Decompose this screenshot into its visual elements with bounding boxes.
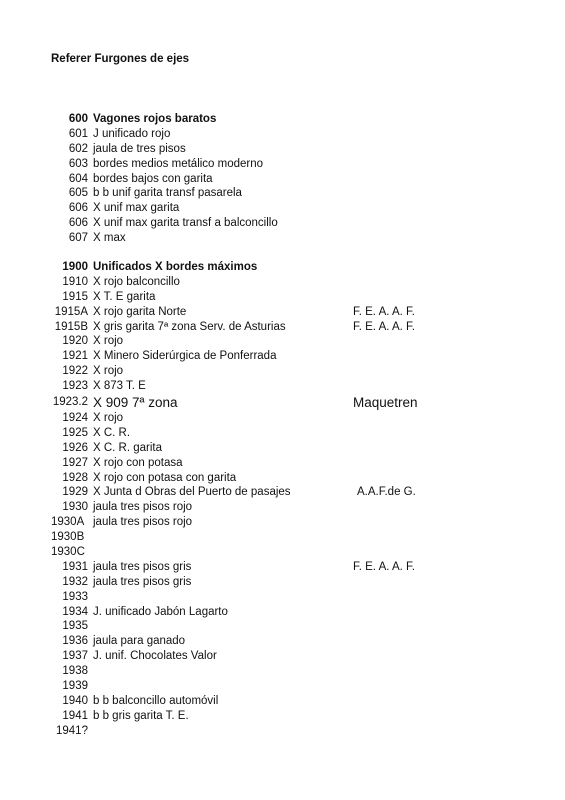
- list-item: [0, 364, 565, 379]
- list-item: [0, 201, 565, 216]
- item-code: 1930A: [51, 516, 85, 529]
- section-heading-code: 600: [68, 113, 88, 125]
- list-item: [0, 694, 565, 709]
- list-item: [0, 275, 565, 290]
- list-item: [0, 471, 565, 486]
- item-code: 603: [68, 157, 88, 170]
- item-code: 1930C: [51, 546, 85, 559]
- item-description: X unif max garita transf a balconcillo: [93, 217, 278, 230]
- item-description: jaula tres pisos rojo: [93, 516, 193, 529]
- item-code: 1936: [62, 635, 88, 648]
- list-item: [0, 605, 565, 620]
- item-code: 1922: [62, 365, 88, 378]
- section-heading: [0, 260, 565, 275]
- item-code: 604: [68, 172, 88, 185]
- item-description: J. unificado Jabón Lagarto: [93, 605, 228, 618]
- item-code: 1928: [62, 471, 88, 484]
- list-item: [0, 411, 565, 426]
- list-item: [0, 456, 565, 471]
- item-description: X C. R.: [93, 426, 131, 439]
- list-item: [0, 394, 565, 411]
- section-heading-text: Vagones rojos baratos: [93, 113, 217, 125]
- item-note: F. E. A. A. F.: [353, 305, 415, 318]
- list-item: [0, 290, 565, 305]
- item-description: b b balconcillo automóvil: [93, 694, 219, 707]
- item-code: 602: [68, 142, 88, 155]
- list-item: [0, 426, 565, 441]
- item-description: jaula para ganado: [93, 635, 186, 648]
- list-item: [0, 349, 565, 364]
- item-code: 1941: [62, 709, 88, 722]
- item-description: X rojo: [93, 335, 124, 348]
- item-description: X 909 7ª zona: [93, 395, 178, 411]
- item-code: 1931: [62, 560, 88, 573]
- item-description: jaula tres pisos rojo: [93, 501, 193, 514]
- item-description: X T. E garita: [93, 290, 156, 303]
- item-code: 1925: [62, 426, 88, 439]
- section-heading-code: 1900: [62, 261, 88, 273]
- item-code: 1932: [62, 575, 88, 588]
- item-description: J unificado rojo: [93, 127, 171, 140]
- item-code: 1939: [62, 680, 88, 693]
- item-code: 606: [68, 217, 88, 230]
- item-code: 1935: [62, 620, 88, 633]
- list-item: [0, 320, 565, 335]
- section-1900: [0, 260, 565, 739]
- item-description: jaula de tres pisos: [93, 142, 186, 155]
- item-code: 1938: [62, 665, 88, 678]
- list-item: [0, 575, 565, 590]
- section-heading: [0, 112, 565, 127]
- item-description: X gris garita 7ª zona Serv. de Asturias: [93, 320, 286, 333]
- item-code: 1923.2: [52, 396, 88, 409]
- item-code: 1930B: [51, 531, 85, 544]
- item-description: bordes medios metálico moderno: [93, 157, 264, 170]
- list-item: [0, 441, 565, 456]
- section-heading-text: Unificados X bordes máximos: [93, 261, 258, 273]
- list-item: [0, 500, 565, 515]
- item-description: X max: [93, 232, 126, 245]
- list-item: [0, 305, 565, 320]
- item-description: bordes bajos con garita: [93, 172, 213, 185]
- item-code: 1933: [62, 590, 88, 603]
- item-note: F. E. A. A. F.: [353, 320, 415, 333]
- item-code: 1927: [62, 456, 88, 469]
- list-item: [0, 560, 565, 575]
- item-code: 1929: [62, 486, 88, 499]
- item-code: 1940: [62, 694, 88, 707]
- item-code: 607: [68, 232, 88, 245]
- item-code: 1941?: [56, 724, 88, 737]
- item-code: 606: [68, 202, 88, 215]
- item-description: jaula tres pisos gris: [93, 575, 192, 588]
- item-code: 1915A: [54, 305, 88, 318]
- item-note: Maquetren: [353, 395, 418, 411]
- item-code: 1923: [62, 380, 88, 393]
- item-code: 601: [68, 127, 88, 140]
- list-item: [0, 127, 565, 142]
- item-description: b b gris garita T. E.: [93, 709, 189, 722]
- item-code: 1930: [62, 501, 88, 514]
- item-description: X Minero Siderúrgica de Ponferrada: [93, 350, 277, 363]
- item-description: X rojo balconcillo: [93, 275, 180, 288]
- item-code: 1920: [62, 335, 88, 348]
- item-description: X Junta d Obras del Puerto de pasajes: [93, 486, 291, 499]
- list-item: [0, 515, 565, 530]
- list-item: [0, 334, 565, 349]
- item-note: A.A.F.de G.: [357, 486, 416, 499]
- list-item: [0, 530, 565, 545]
- list-item: [0, 157, 565, 172]
- list-item: [0, 649, 565, 664]
- item-code: 1937: [62, 650, 88, 663]
- item-code: 1915B: [54, 320, 88, 333]
- list-item: [0, 724, 565, 739]
- item-note: F. E. A. A. F.: [353, 560, 415, 573]
- item-code: 1910: [62, 275, 88, 288]
- item-code: 1921: [62, 350, 88, 363]
- list-item: [0, 231, 565, 246]
- list-item: [0, 485, 565, 500]
- list-item: [0, 379, 565, 394]
- list-item: [0, 216, 565, 231]
- item-code: 1915: [62, 290, 88, 303]
- document-title: Referer Furgones de ejes: [51, 53, 190, 65]
- item-description: X 873 T. E: [93, 380, 146, 393]
- item-description: X C. R. garita: [93, 441, 163, 454]
- item-description: X rojo con potasa con garita: [93, 471, 237, 484]
- item-description: X unif max garita: [93, 202, 180, 215]
- item-description: J. unif. Chocolates Valor: [93, 650, 217, 663]
- item-description: X rojo: [93, 365, 124, 378]
- list-item: [0, 142, 565, 157]
- item-code: 1926: [62, 441, 88, 454]
- list-item: [0, 709, 565, 724]
- item-description: X rojo garita Norte: [93, 305, 187, 318]
- section-600: [0, 112, 565, 246]
- list-item: [0, 186, 565, 201]
- list-item: [0, 545, 565, 560]
- list-item: [0, 664, 565, 679]
- item-description: X rojo: [93, 412, 124, 425]
- list-item: [0, 590, 565, 605]
- list-item: [0, 172, 565, 187]
- item-code: 605: [68, 187, 88, 200]
- item-description: X rojo con potasa: [93, 456, 183, 469]
- list-item: [0, 679, 565, 694]
- item-description: b b unif garita transf pasarela: [93, 187, 242, 200]
- item-code: 1934: [62, 605, 88, 618]
- item-description: jaula tres pisos gris: [93, 560, 192, 573]
- item-code: 1924: [62, 412, 88, 425]
- list-item: [0, 634, 565, 649]
- list-item: [0, 619, 565, 634]
